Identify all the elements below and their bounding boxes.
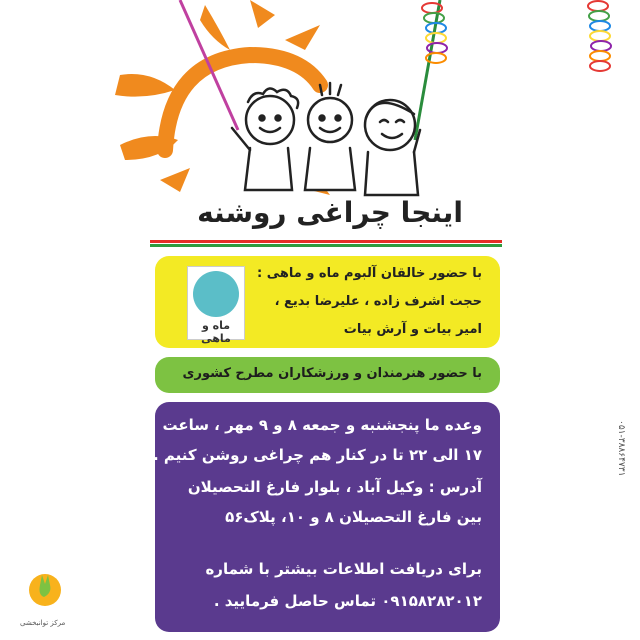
divider-red <box>150 240 502 243</box>
guests-box <box>155 357 500 393</box>
album-line-3: امیر بیات و آرش بیات <box>343 322 482 337</box>
details-line-5: برای دریافت اطلاعات بیشتر با شماره <box>205 560 482 578</box>
event-details-box <box>152 402 500 632</box>
svg-text:مرکز توانبخشی: مرکز توانبخشی <box>20 619 66 627</box>
details-line-3: آدرس : وکیل آباد ، بلوار فارغ التحصیلان <box>187 478 482 496</box>
side-phone-text-container <box>612 420 628 620</box>
guests-text: با حضور هنرمندان و ورزشکاران مطرح کشوری <box>182 366 482 381</box>
colorful-rings-icon <box>422 1 611 71</box>
album-logo <box>187 266 245 345</box>
details-line-6: ۰۹۱۵۸۲۸۲۰۱۲ تماس حاصل فرمایید . <box>213 592 482 610</box>
album-line-1: با حضور خالقان آلبوم ماه و ماهی : <box>256 266 482 281</box>
album-creators-box <box>155 256 500 348</box>
divider-green <box>150 244 502 247</box>
headline: اینجا چراغی روشنه <box>197 196 463 229</box>
side-phone-text: ۰۵۱-۳۸۸۶۴۷۳۱ <box>616 420 626 477</box>
album-logo-text: ماه و ماهی <box>201 319 231 345</box>
album-line-2: حجت اشرف زاده ، علیرضا بدیع ، <box>274 294 482 309</box>
details-line-1: وعده ما پنجشنبه و جمعه ۸ و ۹ مهر ، ساعت <box>162 416 482 434</box>
hand-sun-logo-icon <box>20 574 65 627</box>
children-drawing <box>232 83 420 195</box>
fish-moon-logo-icon <box>193 271 239 317</box>
sun-arc <box>165 55 320 150</box>
details-line-4: بین فارغ التحصیلان ۸ و ۱۰، پلاک۵۶ <box>225 508 482 526</box>
details-line-2: ۱۷ الی ۲۲ تا در کنار هم چراغی روشن کنیم . <box>152 446 482 464</box>
